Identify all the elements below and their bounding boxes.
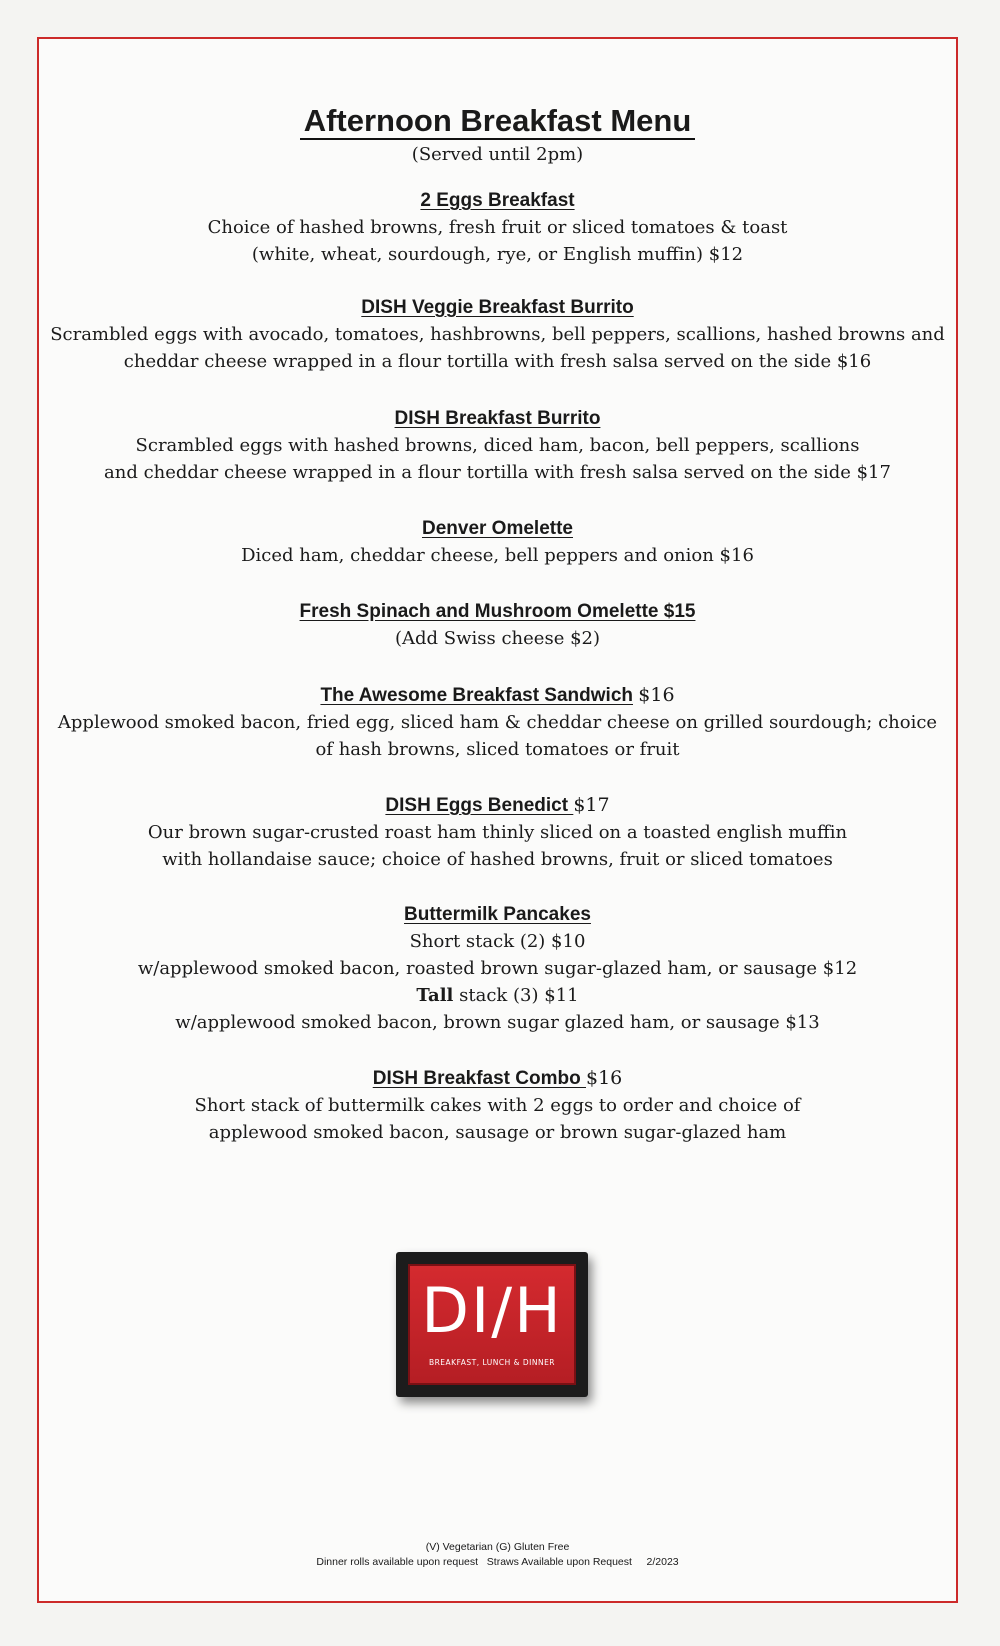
item-name: DISH Breakfast Burrito — [394, 408, 601, 429]
item-name-row — [39, 682, 956, 709]
item-description-line: Choice of hashed browns, fresh fruit or sliced tomatoes & toast — [207, 217, 788, 238]
footer-legend: (V) Vegetarian (G) Gluten Free — [425, 1541, 570, 1553]
menu-subtitle: (Served until 2pm) — [411, 144, 584, 165]
menu-item-breakfast-sandwich — [39, 682, 956, 763]
item-description-line: of hash browns, sliced tomatoes or fruit — [315, 739, 680, 760]
item-description-line: Scrambled eggs with avocado, tomatoes, hashbrowns, bell peppers, scallions, hashed browns and — [50, 324, 945, 345]
item-description-line: Applewood smoked bacon, fried egg, sliced ham & cheddar cheese on grilled sourdough; choice — [57, 712, 938, 733]
menu-item-breakfast-combo — [39, 1065, 956, 1146]
tall-stack-price: stack (3) $11 — [459, 985, 579, 1006]
logo-text: DI/H — [421, 1274, 563, 1347]
item-name: The Awesome Breakfast Sandwich — [320, 685, 633, 706]
item-description-line: with hollandaise sauce; choice of hashed browns, fruit or sliced tomatoes — [162, 849, 833, 870]
dish-logo — [396, 1252, 588, 1397]
item-description-line: Short stack (2) $10 — [409, 931, 586, 952]
item-description-line: (white, wheat, sourdough, rye, or English muffin) $12 — [251, 244, 744, 265]
item-name-row — [39, 1065, 956, 1092]
item-description-line: and cheddar cheese wrapped in a flour tortilla with fresh salsa served on the side $17 — [104, 462, 891, 483]
menu-item-veggie-burrito — [39, 295, 956, 375]
item-description-line: w/applewood smoked bacon, roasted brown sugar-glazed ham, or sausage $12 — [137, 958, 858, 979]
footer-note: Dinner rolls available upon request Straws Available upon Request 2/2023 — [316, 1556, 679, 1568]
logo-panel — [408, 1264, 576, 1385]
item-description-line: Scrambled eggs with hashed browns, diced ham, bacon, bell peppers, scallions — [135, 435, 860, 456]
item-name: DISH Veggie Breakfast Burrito — [361, 297, 634, 318]
item-name: Denver Omelette — [421, 518, 573, 539]
item-description-line: Short stack of buttermilk cakes with 2 eggs to order and choice of — [194, 1095, 801, 1116]
item-name-row — [39, 792, 956, 819]
item-name: Fresh Spinach and Mushroom Omelette $15 — [299, 601, 696, 622]
logo-tagline: BREAKFAST, LUNCH & DINNER — [428, 1358, 556, 1367]
item-description-line: (Add Swiss cheese $2) — [395, 628, 600, 649]
item-description-line — [39, 982, 956, 1009]
item-name: Buttermilk Pancakes — [404, 904, 591, 925]
menu-item-spinach-omelette — [39, 599, 956, 652]
item-name: DISH Breakfast Combo — [372, 1068, 586, 1089]
menu-item-eggs-benedict — [39, 792, 956, 873]
menu-page — [37, 37, 958, 1603]
item-price: $17 — [573, 794, 610, 816]
menu-title: Afternoon Breakfast Menu — [39, 103, 956, 139]
item-description-line: applewood smoked bacon, sausage or brown sugar-glazed ham — [208, 1122, 787, 1143]
item-name: DISH Eggs Benedict — [385, 795, 574, 816]
item-description-line: Diced ham, cheddar cheese, bell peppers and onion $16 — [241, 545, 754, 566]
item-price: $16 — [586, 1067, 623, 1089]
menu-item-breakfast-burrito — [39, 406, 956, 486]
menu-item-denver-omelette — [39, 516, 956, 569]
item-price: $16 — [638, 684, 675, 706]
menu-item-2-eggs-breakfast — [39, 188, 956, 268]
item-name: 2 Eggs Breakfast — [420, 190, 575, 211]
item-description-line: cheddar cheese wrapped in a flour tortilla with fresh salsa served on the side $16 — [123, 351, 872, 372]
item-description-line: Our brown sugar-crusted roast ham thinly sliced on a toasted english muffin — [147, 822, 848, 843]
tall-label: Tall — [416, 985, 454, 1006]
menu-item-buttermilk-pancakes — [39, 902, 956, 1036]
footer — [39, 1540, 956, 1570]
item-description-line: w/applewood smoked bacon, brown sugar glazed ham, or sausage $13 — [175, 1012, 820, 1033]
